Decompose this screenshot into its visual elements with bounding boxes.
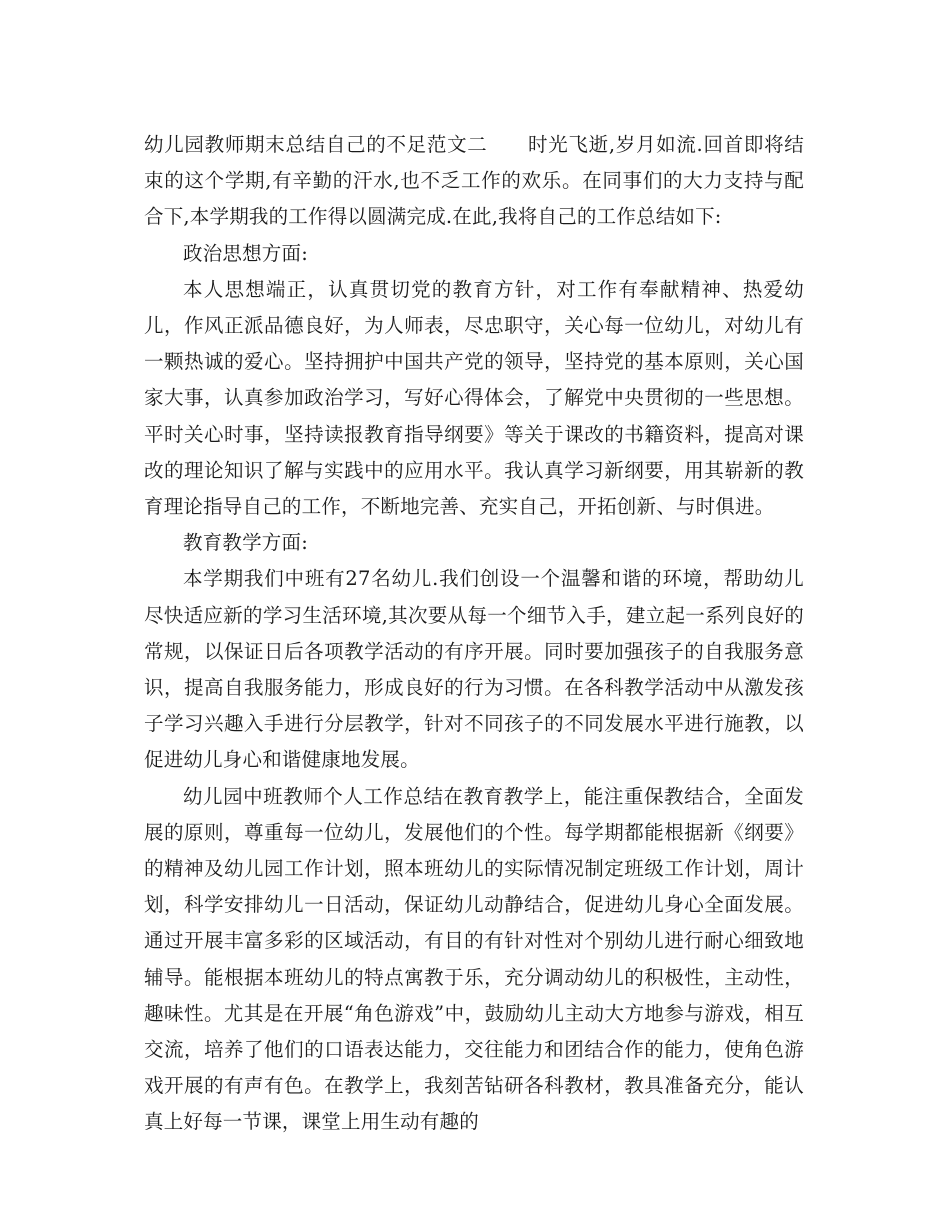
opening-paragraph bbox=[144, 127, 804, 236]
intro-text: 时光飞逝,岁月如流.回首即将结束的这个学期,有辛勤的汗水,也不乏工作的欢乐。在同事们的大力支持与配合下,本学期我的工作得以圆满完成.在此,我将自己的工作总结如下: bbox=[144, 133, 804, 229]
document-heading: 幼儿园教师期末总结自己的不足范文二 bbox=[144, 133, 488, 156]
paragraph-politics: 本人思想端正，认真贯切党的教育方针，对工作有奉献精神、热爱幼儿，作风正派品德良好，为人师表，尽忠职守，关心每一位幼儿，对幼儿有一颗热诚的爱心。坚持拥护中国共产党的领导，坚持党的基本原则，关心国家大事，认真参加政治学习，写好心得体会，了解党中央贯彻的一些思想。平时关心时事，坚持读报教育指导纲要》等关于课改的书籍资料，提高对课改的理论知识了解与实践中的应用水平。我认真学习新纲要，用其崭新的教育理论指导自己的工作，不断地完善、充实自己，开拓创新、与时俱进。 bbox=[144, 277, 804, 519]
document-body bbox=[144, 127, 804, 1141]
paragraph-teaching: 本学期我们中班有27名幼儿.我们创设一个温馨和谐的环境，帮助幼儿尽快适应新的学习生活环境,其次要从每一个细节入手，建立起一系列良好的常规，以保证日后各项教学活动的有序开展。同时要加强孩子的自我服务意识，提高自我服务能力，形成良好的行为习惯。在各科教学活动中从激发孩子学习兴趣入手进行分层教学，针对不同孩子的不同发展水平进行施教，以促进幼儿身心和谐健康地发展。 bbox=[144, 567, 804, 772]
paragraph-personal-summary: 幼儿园中班教师个人工作总结在教育教学上，能注重保教结合，全面发展的原则，尊重每一位幼儿，发展他们的个性。每学期都能根据新《纲要》的精神及幼儿园工作计划，照本班幼儿的实际情况制定班级工作计划，周计划，科学安排幼儿一日活动，保证幼儿动静结合，促进幼儿身心全面发展。通过开展丰富多彩的区域活动，有目的有针对性对个别幼儿进行耐心细致地辅导。能根据本班幼儿的特点寓教于乐，充分调动幼儿的积极性，主动性，趣味性。尤其是在开展“角色游戏”中，鼓励幼儿主动大方地参与游戏，相互交流，培养了他们的口语表达能力，交往能力和团结合作的能力，使角色游戏开展的有声有色。在教学上，我刻苦钻研各科教材，教具准备充分，能认真上好每一节课，课堂上用生动有趣的 bbox=[144, 784, 804, 1134]
section-title-teaching: 教育教学方面: bbox=[183, 531, 308, 555]
section-title-politics: 政治思想方面: bbox=[183, 241, 308, 265]
